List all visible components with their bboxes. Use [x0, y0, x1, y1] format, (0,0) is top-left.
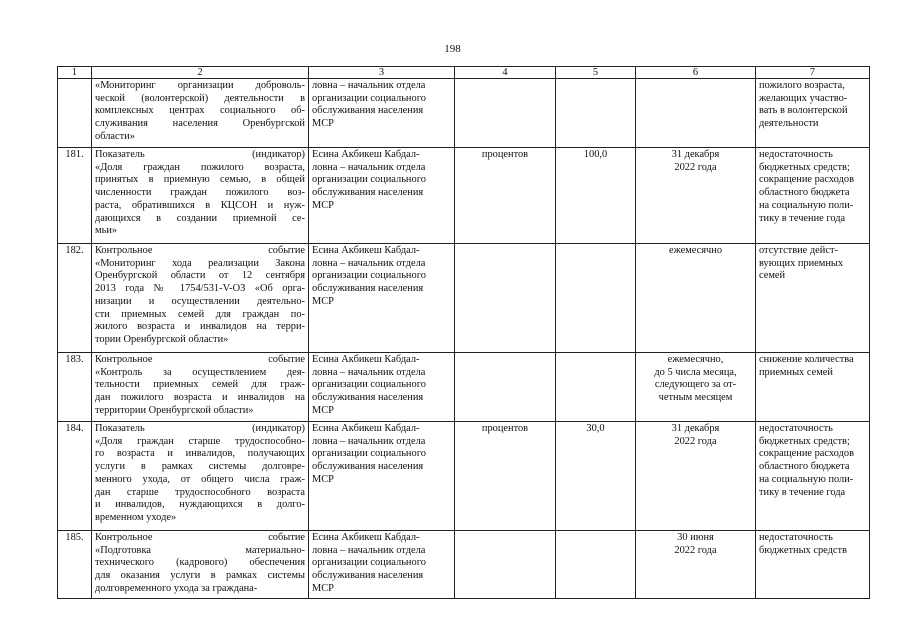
cell-line: «Доля граждан пожилого возраста, — [95, 161, 305, 173]
cell-line: бюджетных средств; — [759, 435, 850, 447]
target-value: 100,0 — [556, 148, 636, 244]
cell-line: обслуживания населения — [312, 283, 424, 295]
cell-line: «Доля граждан старше трудоспособно- — [95, 435, 305, 447]
cell-line: обслуживания населения — [312, 187, 424, 199]
cell-line: тику в течение года — [759, 212, 846, 224]
cell-line: мьи» — [95, 225, 118, 237]
cell-line: ловна – начальник отдела — [312, 366, 426, 378]
cell-line: четным месяцем — [658, 392, 733, 404]
risk-description — [756, 244, 870, 353]
cell-line: долговременного ухода за граждана- — [95, 582, 258, 594]
cell-line: Есина Акбикеш Кабдал- — [312, 532, 420, 543]
unit-of-measure — [455, 79, 556, 148]
cell-line: обслуживания населения — [312, 392, 424, 404]
deadline — [636, 244, 756, 353]
cell-line: ловна – начальник отдела — [312, 435, 426, 447]
risk-description — [756, 531, 870, 599]
cell-line: и инвалидов, нуждающихся в долго- — [95, 499, 305, 511]
cell-line: Есина Акбикеш Кабдал- — [312, 245, 420, 256]
row-number: 181. — [58, 148, 92, 244]
cell-line: бюджетных средств; — [759, 161, 850, 173]
unit-of-measure — [455, 353, 556, 422]
event-description — [92, 79, 309, 148]
cell-line: ловна – начальник отдела — [312, 544, 426, 556]
cell-line: до 5 числа месяца, — [654, 366, 737, 378]
responsible-person — [309, 531, 455, 599]
responsible-person — [309, 79, 455, 148]
event-description — [92, 353, 309, 422]
cell-line: Есина Акбикеш Кабдал- — [312, 423, 420, 434]
cell-line: организации социального — [312, 270, 426, 282]
deadline — [636, 79, 756, 148]
cell-line: Показатель (индикатор) — [95, 149, 305, 160]
cell-line: недостаточность — [759, 149, 833, 160]
unit-of-measure: процентов — [455, 422, 556, 531]
risk-description — [756, 148, 870, 244]
plan-table — [57, 66, 870, 599]
cell-line: бюджетных средств — [759, 544, 847, 556]
cell-line: раста, обратившихся в КЦСОН и нуж- — [95, 199, 305, 211]
cell-line: дающихся в создании приемной се- — [95, 212, 305, 224]
table-row — [58, 79, 870, 148]
deadline — [636, 148, 756, 244]
column-number: 5 — [556, 67, 636, 79]
cell-line: «Контроль за осуществлением дея- — [95, 366, 305, 378]
cell-line: желающих участво- — [759, 92, 848, 104]
column-number-row — [58, 67, 870, 79]
column-number: 3 — [309, 67, 455, 79]
unit-of-measure — [455, 531, 556, 599]
cell-line: обслуживания населения — [312, 105, 424, 117]
cell-line: «Мониторинг организации доброволь- — [95, 80, 305, 91]
cell-line: обслуживания населения — [312, 461, 424, 473]
cell-line: Показатель (индикатор) — [95, 423, 305, 434]
cell-line: областного бюджета — [759, 187, 850, 199]
responsible-person — [309, 353, 455, 422]
cell-line: недостаточность — [759, 532, 833, 543]
unit-of-measure: процентов — [455, 148, 556, 244]
cell-line: недостаточность — [759, 423, 833, 434]
cell-line: следующего за от- — [654, 379, 737, 391]
row-number: 185. — [58, 531, 92, 599]
cell-line: Есина Акбикеш Кабдал- — [312, 354, 420, 365]
cell-line: МСР — [312, 582, 334, 594]
cell-line: Контрольное событие — [95, 354, 305, 365]
column-number: 1 — [58, 67, 92, 79]
deadline — [636, 531, 756, 599]
cell-line: 2013 года № 1754/531-V-ОЗ «Об орга- — [95, 283, 305, 295]
cell-line: вать в волонтерской — [759, 105, 848, 117]
cell-line: тику в течение года — [759, 486, 846, 498]
cell-line: МСР — [312, 295, 334, 307]
cell-line: сокращение расходов — [759, 448, 854, 460]
responsible-person — [309, 148, 455, 244]
risk-description — [756, 353, 870, 422]
cell-line: семей — [759, 270, 786, 282]
target-value — [556, 79, 636, 148]
cell-line: организации социального — [312, 557, 426, 569]
cell-line: 31 декабря — [671, 423, 720, 434]
cell-line: ловна – начальник отдела — [312, 257, 426, 269]
target-value: 30,0 — [556, 422, 636, 531]
risk-description — [756, 422, 870, 531]
cell-line: на социальную поли- — [759, 199, 854, 211]
cell-line: дан пожилого возраста и инвалидов на — [95, 392, 305, 404]
cell-line: 31 декабря — [671, 149, 720, 160]
deadline — [636, 422, 756, 531]
cell-line: 2022 года — [674, 161, 717, 173]
cell-line: организации социального — [312, 174, 426, 186]
event-description — [92, 531, 309, 599]
cell-line: пожилого возраста, — [759, 80, 845, 91]
cell-line: вующих приемных — [759, 257, 844, 269]
column-number: 7 — [756, 67, 870, 79]
table-row — [58, 148, 870, 244]
cell-line: временном уходе» — [95, 511, 177, 523]
row-number: 182. — [58, 244, 92, 353]
cell-line: Контрольное событие — [95, 532, 305, 543]
cell-line: жилого возраста и инвалидов на терри- — [95, 321, 305, 333]
target-value — [556, 531, 636, 599]
cell-line: менного ухода, от общего числа граж- — [95, 473, 305, 485]
cell-line: 2022 года — [674, 435, 717, 447]
unit-of-measure — [455, 244, 556, 353]
cell-line: областного бюджета — [759, 461, 850, 473]
cell-line: МСР — [312, 473, 334, 485]
cell-line: комплексных центрах социального об- — [95, 105, 305, 117]
row-number: 183. — [58, 353, 92, 422]
cell-line: организации социального — [312, 448, 426, 460]
cell-line: территории Оренбургской области» — [95, 404, 254, 416]
row-number: 184. — [58, 422, 92, 531]
target-value — [556, 353, 636, 422]
cell-line: обслуживания населения — [312, 570, 424, 582]
cell-line: служивания населения Оренбургской — [95, 118, 305, 130]
cell-line: для оказания услуги в рамках системы — [95, 570, 305, 582]
cell-line: сокращение расходов — [759, 174, 854, 186]
target-value — [556, 244, 636, 353]
cell-line: го возраста и инвалидов, получающих — [95, 448, 305, 460]
cell-line: ческой (волонтерской) деятельности в — [95, 92, 305, 104]
cell-line: принятых в приемную семью, в общей — [95, 174, 305, 186]
cell-line: 2022 года — [674, 544, 717, 556]
cell-line: 30 июня — [677, 532, 714, 543]
cell-line: ловна – начальник отдела — [312, 80, 426, 91]
column-number: 2 — [92, 67, 309, 79]
deadline — [636, 353, 756, 422]
cell-line: отсутствие дейст- — [759, 245, 838, 256]
row-number — [58, 79, 92, 148]
table-row — [58, 422, 870, 531]
table-row — [58, 244, 870, 353]
cell-line: Оренбургской области от 12 сентября — [95, 270, 305, 282]
cell-line: ежемесячно — [668, 245, 723, 256]
cell-line: низации и осуществлении деятельно- — [95, 295, 305, 307]
cell-line: технического (кадрового) обеспечения — [95, 557, 305, 569]
cell-line: «Подготовка материально- — [95, 544, 305, 556]
table-row — [58, 353, 870, 422]
cell-line: дан старше трудоспособного возраста — [95, 486, 305, 498]
cell-line: организации социального — [312, 92, 426, 104]
cell-line: Есина Акбикеш Кабдал- — [312, 149, 420, 160]
event-description — [92, 148, 309, 244]
risk-description — [756, 79, 870, 148]
column-number: 6 — [636, 67, 756, 79]
cell-line: Контрольное событие — [95, 245, 305, 256]
cell-line: деятельности — [759, 118, 819, 130]
cell-line: области» — [95, 130, 135, 142]
responsible-person — [309, 422, 455, 531]
table-row — [58, 531, 870, 599]
event-description — [92, 244, 309, 353]
cell-line: снижение количества — [759, 354, 854, 365]
cell-line: приемных семей — [759, 366, 833, 378]
event-description — [92, 422, 309, 531]
cell-line: услуги в рамках системы долговре- — [95, 461, 305, 473]
cell-line: на социальную поли- — [759, 473, 854, 485]
cell-line: МСР — [312, 404, 334, 416]
cell-line: ежемесячно, — [667, 354, 724, 365]
cell-line: тельности приемных семей для граж- — [95, 379, 305, 391]
cell-line: организации социального — [312, 379, 426, 391]
cell-line: сти приемных семей для граждан по- — [95, 308, 305, 320]
cell-line: МСР — [312, 199, 334, 211]
cell-line: тории Оренбургской области» — [95, 333, 229, 345]
cell-line: ловна – начальник отдела — [312, 161, 426, 173]
column-number: 4 — [455, 67, 556, 79]
page-number: 198 — [444, 43, 461, 55]
cell-line: «Мониторинг хода реализации Закона — [95, 257, 305, 269]
cell-line: численности граждан пожилого воз- — [95, 187, 305, 199]
cell-line: МСР — [312, 118, 334, 130]
responsible-person — [309, 244, 455, 353]
